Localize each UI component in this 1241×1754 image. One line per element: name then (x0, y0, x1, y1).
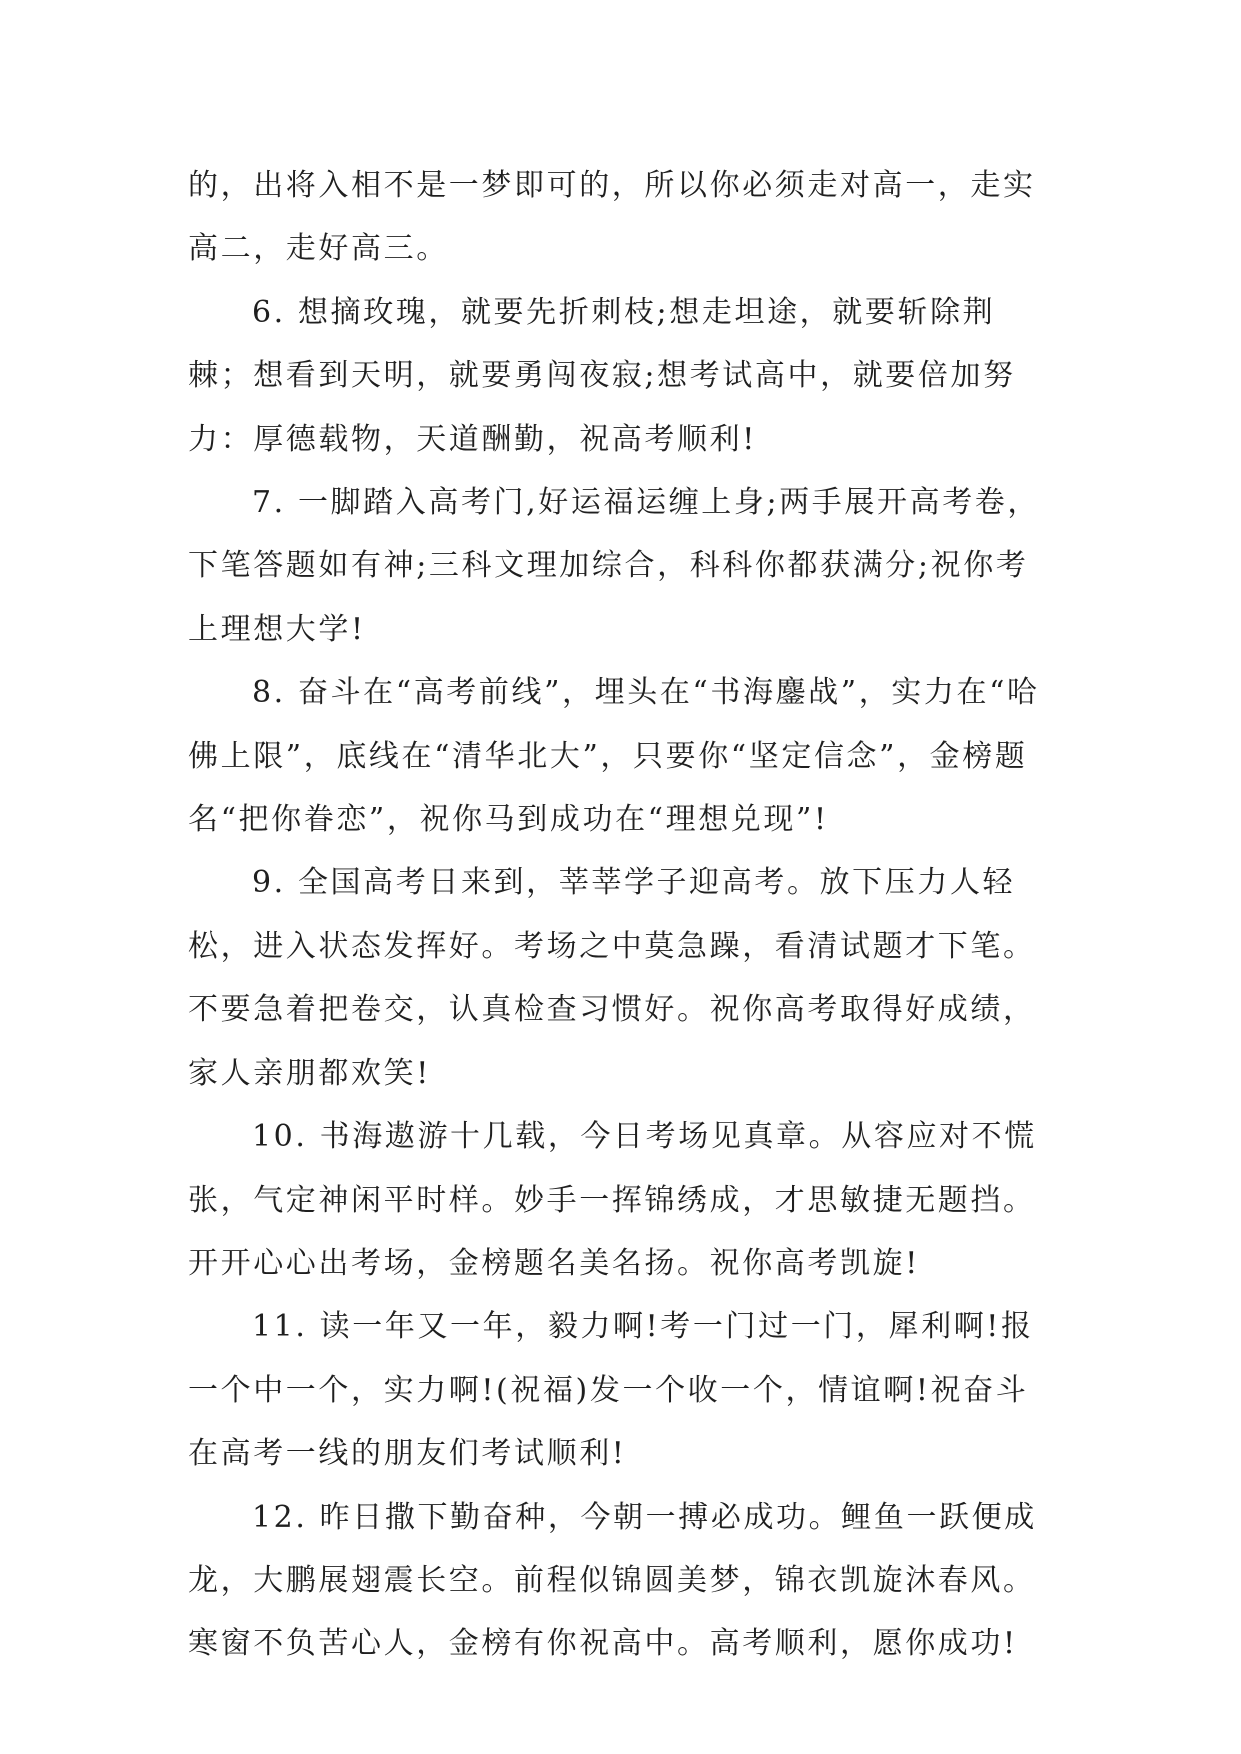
paragraph-9: 9. 全国高考日来到，莘莘学子迎高考。放下压力人轻松，进入状态发挥好。考场之中莫急躁，看清试题才下笔。不要急着把卷交，认真检查习惯好。祝你高考取得好成绩，家人亲朋都欢笑! (188, 865, 1036, 1091)
paragraph-7: 7. 一脚踏入高考门,好运福运缠上身;两手展开高考卷，下笔答题如有神;三科文理加综合，科科你都获满分;祝你考上理想大学! (188, 485, 1041, 647)
paragraph-11: 11. 读一年又一年，毅力啊!考一门过一门，犀利啊!报一个中一个，实力啊!(祝福)发一个收一个，情谊啊!祝奋斗在高考一线的朋友们考试顺利! (188, 1309, 1034, 1472)
document-body (188, 154, 1048, 1676)
paragraph-8: 8. 奋斗在“高考前线”，埋头在“书海鏖战”，实力在“哈佛上限”，底线在“清华北大”，只要你“坚定信念”，金榜题名“把你眷恋”，祝你马到成功在“理想兑现”! (188, 675, 1040, 838)
paragraph-5-continuation: 的，出将入相不是一梦即可的，所以你必须走对高一，走实高二，走好高三。 (188, 168, 1036, 267)
paragraph-6: 6. 想摘玫瑰，就要先折刺枝;想走坦途，就要斩除荆棘；想看到天明，就要勇闯夜寂;想考试高中，就要倍加努力：厚德载物，天道酬勤，祝高考顺利! (188, 294, 1016, 457)
paragraph-12: 12. 昨日撒下勤奋种，今朝一搏必成功。鲤鱼一跃便成龙，大鹏展翅震长空。前程似锦圆美梦，锦衣凯旋沐春风。寒窗不负苦心人，金榜有你祝高中。高考顺利，愿你成功! (188, 1499, 1037, 1662)
paragraph-10: 10. 书海遨游十几载，今日考场见真章。从容应对不慌张，气定神闲平时样。妙手一挥锦绣成，才思敏捷无题挡。开开心心出考场，金榜题名美名扬。祝你高考凯旋! (188, 1119, 1037, 1281)
